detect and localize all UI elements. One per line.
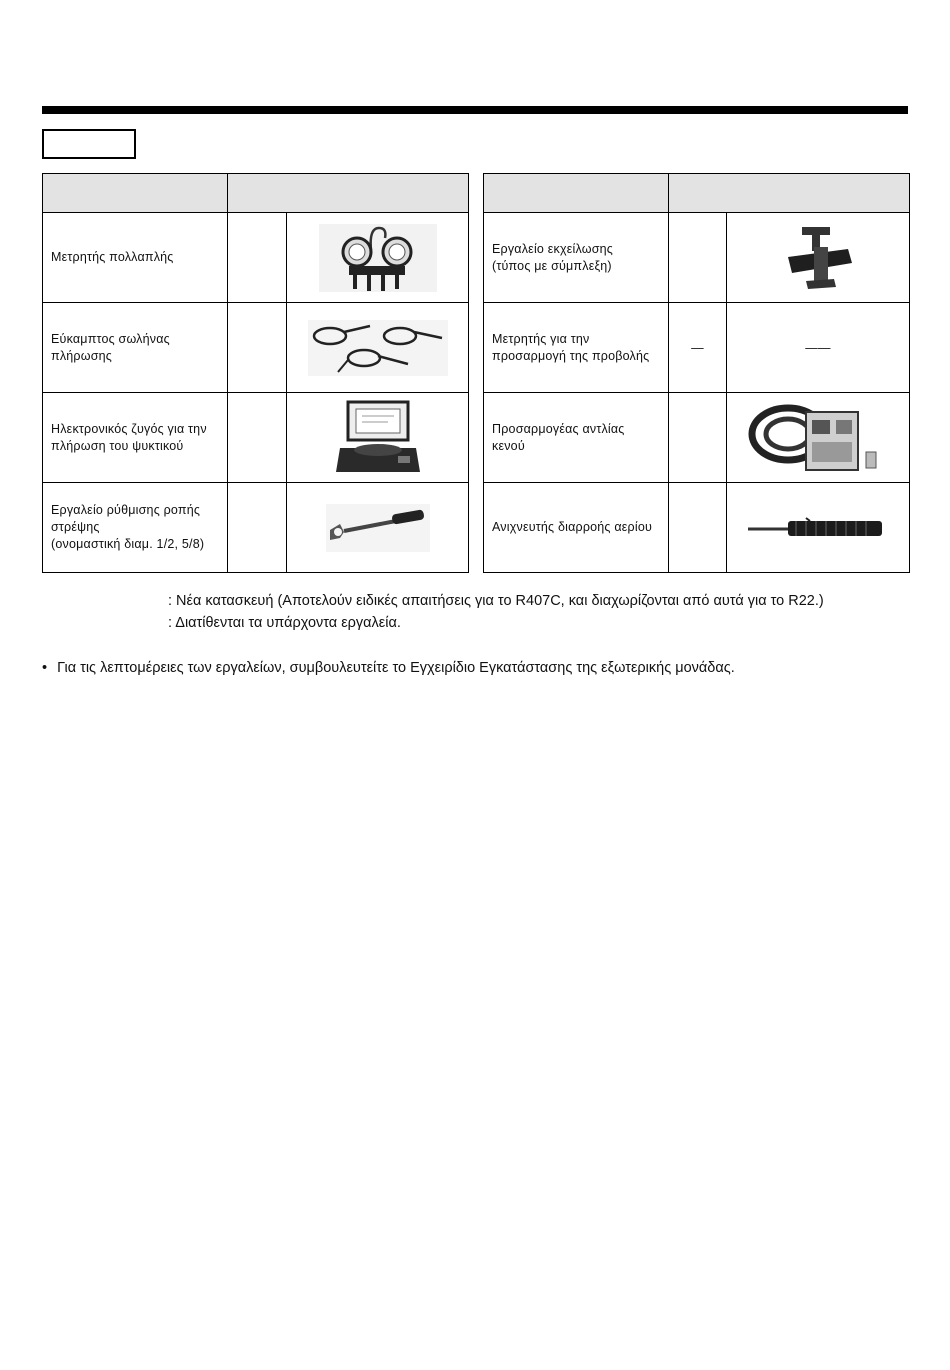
table-header-row — [484, 174, 910, 213]
gas-leak-detector-icon — [727, 483, 910, 573]
table-row — [484, 303, 910, 393]
table-row — [43, 213, 469, 303]
electronic-scale-icon — [287, 393, 469, 483]
tool-name: Προσαρμογέας αντλίας κενού — [484, 393, 669, 483]
tool-name: Μετρητής για την προσαρμογή της προβολής — [484, 303, 669, 393]
tool-mark — [669, 483, 727, 573]
bullet: • — [42, 660, 48, 676]
tool-name: Εργαλείο ρύθμισης ροπής στρέψης (ονομαστική διαμ. 1/2, 5/8) — [43, 483, 228, 573]
note-line — [42, 660, 735, 676]
header-cell — [43, 174, 228, 213]
tools-table-right — [483, 173, 910, 573]
tool-mark: — — [669, 303, 727, 393]
tool-name: Εργαλείο εκχείλωσης (τύπος με σύμπλεξη) — [484, 213, 669, 303]
tool-name: Εύκαμπτος σωλήνας πλήρωσης — [43, 303, 228, 393]
tool-mark — [669, 393, 727, 483]
legend-new: : Νέα κατασκευή (Αποτελούν ειδικές απαιτήσεις για το R407C, και διαχωρίζονται από αυτά για το R22.) — [168, 593, 824, 609]
torque-wrench-icon — [287, 483, 469, 573]
flare-tool-icon — [727, 213, 910, 303]
manifold-gauge-icon — [287, 213, 469, 303]
header-cell — [228, 174, 469, 213]
table-row — [43, 303, 469, 393]
table-row — [484, 483, 910, 573]
tools-table-left — [42, 173, 469, 573]
table-row — [484, 213, 910, 303]
charge-hose-icon — [287, 303, 469, 393]
tool-mark — [228, 393, 287, 483]
vacuum-pump-adapter-icon — [727, 393, 910, 483]
header-cell — [669, 174, 910, 213]
tool-mark — [228, 303, 287, 393]
tool-name: Ανιχνευτής διαρροής αερίου — [484, 483, 669, 573]
tool-mark — [228, 483, 287, 573]
table-header-row — [43, 174, 469, 213]
tool-name: Μετρητής πολλαπλής — [43, 213, 228, 303]
table-row — [43, 393, 469, 483]
table-row — [484, 393, 910, 483]
tool-image-placeholder: —— — [727, 303, 910, 393]
table-row — [43, 483, 469, 573]
tool-mark — [669, 213, 727, 303]
tool-mark — [228, 213, 287, 303]
tool-name: Ηλεκτρονικός ζυγός για την πλήρωση του ψυκτικού — [43, 393, 228, 483]
section-label-box — [42, 129, 136, 159]
header-cell — [484, 174, 669, 213]
header-rule — [42, 106, 908, 114]
legend-existing: : Διατίθενται τα υπάρχοντα εργαλεία. — [168, 615, 401, 631]
note-text: Για τις λεπτομέρειες των εργαλείων, συμβουλευτείτε το Εγχειρίδιο Εγκατάστασης της εξωτερικής μονάδας. — [57, 660, 735, 676]
